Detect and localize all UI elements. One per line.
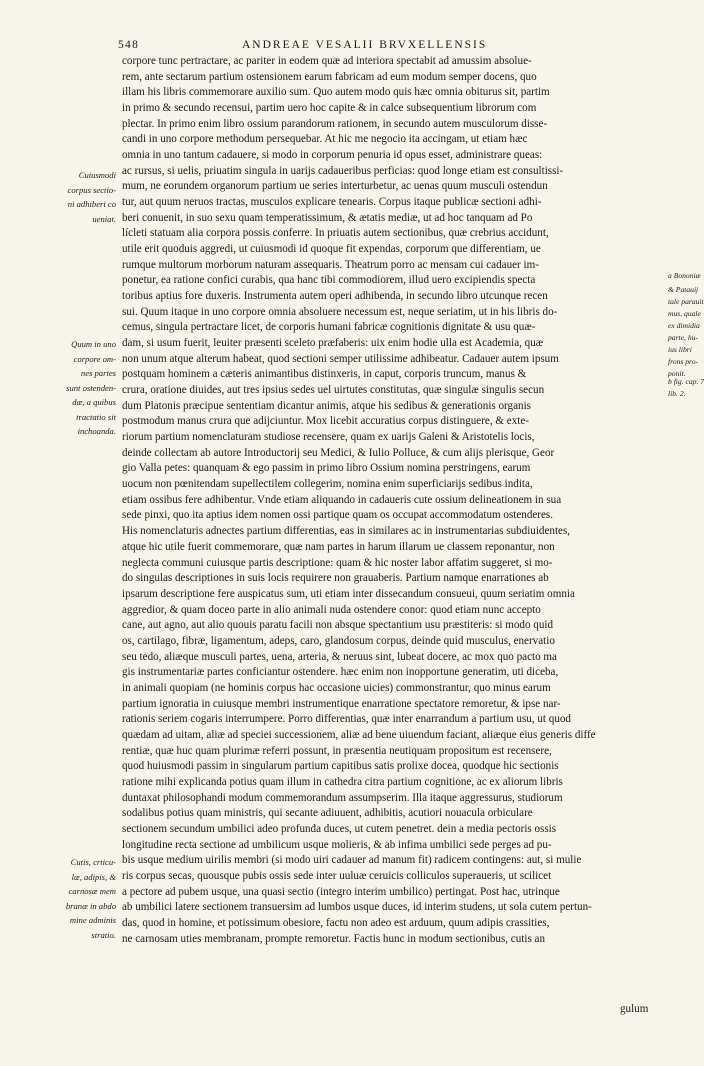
left-margin-note bbox=[58, 855, 116, 942]
text-line: longitudine recta sectione ad umbilicum usque molieris, & ab infima umbilici sede perges ad pu- bbox=[122, 838, 552, 851]
margin-note-line: mus, quale bbox=[668, 309, 701, 318]
margin-note-line: Cuiusmodi bbox=[78, 170, 116, 180]
text-line: in animali quopiam (ne hominis corpus hac occasione uicies) commonstrantur, quo minus earum bbox=[122, 681, 551, 694]
text-line: utile erit quoduis aggredi, ut cuiusmodi id quoque fit expendas, corporum que differentiam, ue bbox=[122, 243, 541, 256]
text-line: dum Platonis præcipue sententiam dicantur animis, atque his sedibus & generationis organis bbox=[122, 399, 531, 412]
text-line: rem, ante sectarum partium ostensionem earum fabricam ad eum modum semper docens, quo bbox=[122, 70, 537, 83]
text-line: a pectore ad pubem usque, una quasi sectio (integro interim umbilico) pertingat. Post hac, utrinque bbox=[122, 885, 560, 898]
margin-note-line: lib. 2. bbox=[668, 389, 686, 398]
text-line: ne carnosam uties membranam, prompte remoretur. Factis hunc in modum sectionibus, cutis an bbox=[122, 932, 546, 945]
margin-note-line: parte, hu- bbox=[668, 333, 698, 342]
margin-note-line: Quum in uno bbox=[71, 339, 116, 349]
text-line: etiam ossibus fere adhibentur. Vnde etiam aliquando in cadaueris cute ossium delineationem in sua bbox=[122, 493, 562, 506]
text-line: das, quod in homine, et potissimum obesiore, factu non adeo est arduum, quum adipis crassities, bbox=[122, 916, 550, 929]
text-line: rumque multorum morborum naturam assequaris. Theatrum porro ac mensam cui cadauer im- bbox=[122, 258, 539, 271]
margin-note-line: ponit. bbox=[668, 369, 686, 378]
text-line: gio Valla petes: quanquam & ego passim in primo libro Ossium nomina perstringens, earum bbox=[122, 462, 531, 475]
left-margin-note bbox=[58, 337, 116, 439]
margin-note-line: dæ, a quibus bbox=[72, 397, 116, 407]
margin-note-line: a Bononiæ bbox=[668, 271, 701, 280]
text-line: ab umbilici latere sectionem transuersim ad lumbos usque duces, id interim studens, ut sola cutem pertun- bbox=[122, 901, 592, 914]
text-line: sui. Quum itaque in uno corpore omnia absoluere necessum est, neque seriatim, ut in his libris do- bbox=[122, 305, 558, 318]
right-margin-note bbox=[668, 284, 704, 380]
text-line: plectar. In primo enim libro ossium parandorum rationem, in secundo autem musculorum disse- bbox=[122, 117, 548, 130]
text-line: sodalibus potius quam ministris, qui secante adiuuent, adhibitis, acutiori nouacula orbiculare bbox=[122, 807, 533, 820]
left-margin-note bbox=[58, 168, 116, 226]
margin-note-line: tractatio sit bbox=[76, 411, 116, 422]
text-line: do singulas descriptiones in suis locis requirere non grauaberis. Partium namque enarrationes ab bbox=[122, 572, 549, 585]
margin-note-line: b fig. cap. 7 bbox=[668, 377, 704, 386]
margin-note-line: tale parauit bbox=[668, 297, 704, 306]
text-line: seu tedo, aliæque musculi partes, uena, arteria, & neruus sint, lubeat docere, ac mox quo pacto ma bbox=[122, 650, 557, 663]
right-margin-note bbox=[668, 376, 704, 400]
text-line: atque hic utile fuerit commemorare, quæ nam partes in harum illarum ue classem reponantur, non bbox=[122, 540, 555, 553]
margin-note-line: corpus sectio- bbox=[67, 184, 116, 195]
text-line: partium ignoratia in cuiusque membri instrumentique enarratione spectatore remoretur, & ipse nar- bbox=[122, 697, 561, 710]
margin-note-line: nes partes bbox=[80, 368, 116, 378]
margin-note-line: inchoanda. bbox=[77, 426, 116, 436]
page-header bbox=[118, 39, 670, 55]
margin-note-line: frons pro- bbox=[668, 357, 699, 366]
text-line: deinde collectam ab autore Introductorij seu Medici, & Iulio Polluce, & cum alijs plerisque, Geor bbox=[122, 446, 555, 459]
text-line: rentiæ, quæ huc quam plurimæ referri possunt, in præsentia neutiquam propositum est recensere, bbox=[122, 744, 552, 757]
text-line: sectionem secundum umbilici adeo profunda duces, ut cutem penetret. dein a media pectoris ossis bbox=[122, 822, 557, 835]
text-line: omnia in uno tantum cadauere, si modo in corporum penuria id opus esset, administrare queas: bbox=[122, 149, 543, 162]
margin-note-line: ni adhiberi co bbox=[67, 199, 116, 209]
text-line: postquam hominem a cæteris animantibus distinxeris, in caput, corporis truncum, manus & bbox=[122, 368, 527, 381]
text-line: os, cartilago, fibræ, ligamentum, adeps, caro, glandosum corpus, deinde quid musculus, enervatio bbox=[122, 634, 555, 647]
text-line: ponetur, ea ratione confici curabis, qua hanc tibi commodiorem, illud uero excipiendis specta bbox=[122, 274, 536, 287]
text-line: crura, oratione diuides, aut tres ipsius sedes uel uirtutes constitutas, quæ singulæ singulis secun bbox=[122, 384, 545, 397]
text-line: aggredior, & quam doceo parte in alio animali nuda ostendere conor: quod etiam nunc accepto bbox=[122, 603, 541, 616]
margin-note-line: stratio. bbox=[91, 929, 116, 940]
margin-note-line: ex dimidia bbox=[668, 321, 700, 330]
text-line: riorum partium nomenclaturam studiose recensere, quam ex uarijs Galeni & Aristotelis locis, bbox=[122, 431, 535, 444]
text-line: ipsarum descriptione fere auspicatus sum, uti etiam inter dissecandum consueui, quum seriatim omnia bbox=[122, 587, 575, 600]
text-line: duntaxat philosophandi modum commemorandum assumpserim. Illa itaque aggressurus, studiorum bbox=[122, 791, 563, 804]
text-line: quædam ad uitam, aliæ ad speciei successionem, aliæ ad bene uiuendum faciant, aliæque eius generis diffe bbox=[122, 728, 596, 741]
margin-note-line: læ, adipis, & bbox=[71, 871, 116, 882]
text-line: ris corpus secas, quousque pubis ossis sede inter uuluæ ceruicis colliculos superaueris, ut scilicet bbox=[122, 869, 552, 882]
text-line: in primo & secundo recensui, partim uero hoc capite & in calce subsequentium librorum com bbox=[122, 102, 537, 115]
text-line: non unum atque alterum habeat, quod sectioni semper utilissime adhibeatur. Cadauer autem ipsum bbox=[122, 352, 559, 365]
margin-note-line: sunt ostenden- bbox=[66, 382, 116, 393]
text-line: cemus, singula pertractare licet, de corporis humani fabricæ cognitionis dignitate & usu quæ- bbox=[122, 321, 536, 334]
text-line: cane, aut agno, aut alio quouis paratu facili non absque spectantium usu præstiteris: si modo quid bbox=[122, 619, 554, 632]
text-line: His nomenclaturis adnectes partium differentias, eas in similares ac in instrumentarias subdiuidentes, bbox=[122, 525, 571, 538]
margin-note-line: corpore om- bbox=[73, 353, 116, 364]
text-line: toribus aptius fore duxeris. Instrumenta autem operi adhibenda, in secundo libro utcunque recen bbox=[122, 290, 548, 303]
text-line: quod huiusmodi passim in singularum partium capitibus satis prolixe docea, quodque hic sectionis bbox=[122, 760, 559, 773]
text-line: dam, si usum fuerit, leuiter præsenti sceleto præfaberis: uix enim hodie ulla est Academia, quæ bbox=[122, 337, 544, 350]
text-line: neglecta communi cuiusque partis descriptione: quam & hic noster labor affatim suggeret, si mo- bbox=[122, 556, 553, 569]
text-line: sede pinxi, quo ita aptius idem nomen ossi partique quam os occupat accommodatum ostenderes. bbox=[122, 509, 554, 522]
margin-note-line: branæ in abdo bbox=[65, 900, 116, 911]
text-line: rationis seriem cogaris interrumpere. Porro differentias, quæ inter enarrandum a partium usu, ut quod bbox=[122, 713, 571, 726]
margin-note-line: ius libri bbox=[668, 345, 692, 354]
text-line: bis usque medium uirilis membri (si modo uiri cadauer ad manum fit) radicem contingens: aut, si mulie bbox=[122, 854, 582, 867]
text-line: postmodum manus crura que adijciuntur. Mox licebit accuratius corpus distinguere, & exte- bbox=[122, 415, 529, 428]
running-title: ANDREAE VESALII BRVXELLENSIS bbox=[242, 39, 488, 51]
margin-note-line: mine adminis bbox=[69, 915, 116, 925]
margin-note-line: carnosæ mem bbox=[68, 886, 116, 896]
margin-note-line: ueniat. bbox=[92, 213, 116, 224]
page-number: 548 bbox=[118, 39, 140, 51]
text-line: beri conuenit, in suo sexu quam temperatissimum, & ætatis mediæ, ut ad hoc tanquam ad Po bbox=[122, 211, 533, 224]
text-line: gis instrumentariæ partes conficiantur ostendere. hæc enim non inopportune generatim, uti diceba, bbox=[122, 666, 559, 679]
text-line: mum, ne eorundem organorum partium ue series interturbetur, ac uenas quum musculi ostendun bbox=[122, 180, 548, 193]
text-line: corpore tunc pertractare, ac pariter in eodem quæ ad interiora spectabit ad amussim absolue- bbox=[122, 55, 532, 67]
text-line: uocum non pœnitendam supellectilem collegerim, nomina enim superficiarijs sedibus indita, bbox=[122, 478, 533, 491]
text-line: lícleti statuam alia corpora possis conferre. In priuatis autem sectionibus, quæ crebrius accidunt, bbox=[122, 227, 549, 240]
text-line: tur, aut quum neruos tractas, musculos explicare tenearis. Corpus itaque publicæ sectioni adhi- bbox=[122, 196, 542, 209]
margin-note-line: Cutis, crticu- bbox=[70, 857, 116, 867]
text-line: candi in uno corpore methodum persequebar. At hic me negocio ita accingam, ut etiam hæc bbox=[122, 133, 528, 146]
right-margin-note bbox=[668, 270, 700, 282]
text-line: illam his libris commemorare auxilio sum. Quo autem modo quis hæc omnia obiturus sit, partim bbox=[122, 86, 550, 99]
text-line: ac rursus, si uelis, priuatim singula in uarijs cadaueribus perficias: quod longe etiam est consultissi- bbox=[122, 164, 564, 177]
main-text-block bbox=[122, 54, 667, 947]
text-line: ratione mihi explicanda potius quam illum in cathedra citra partium cognitione, ac ex aliorum libris bbox=[122, 775, 563, 788]
margin-note-line: & Patauij bbox=[668, 285, 699, 294]
catchword: gulum bbox=[620, 1003, 649, 1015]
